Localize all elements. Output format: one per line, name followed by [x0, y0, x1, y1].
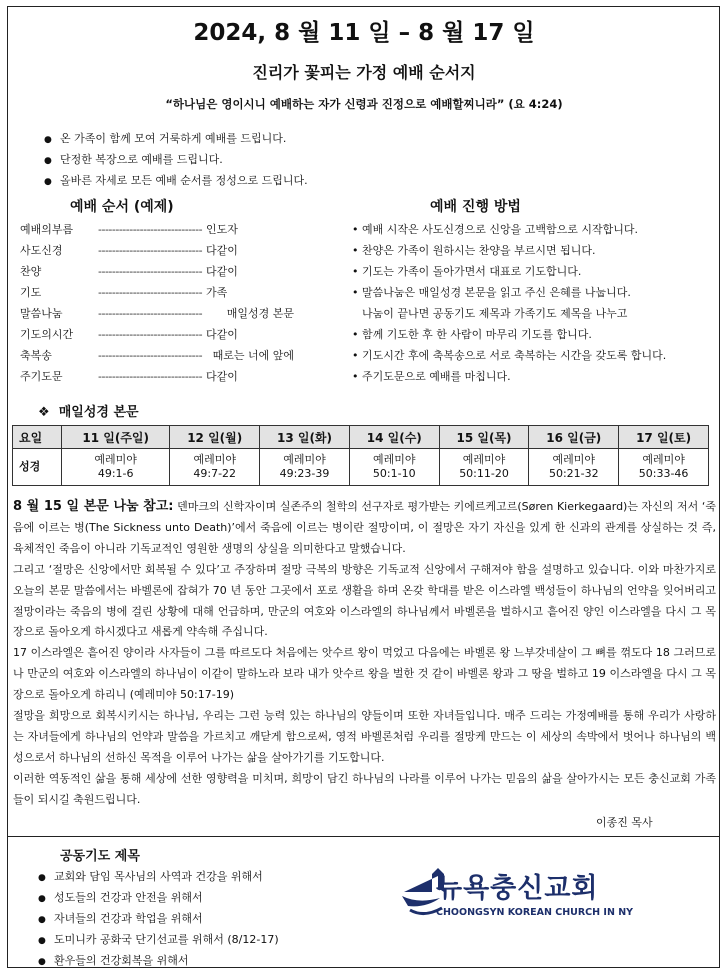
scripture-cell: 예레미야 49:23-39 [260, 449, 350, 486]
day-header: 16 일(금) [529, 426, 619, 449]
day-header: 13 일(화) [260, 426, 350, 449]
list-item: ● 올바른 자세로 모든 예배 순서를 정성으로 드립니다. [44, 170, 308, 191]
list-item: • 예배 시작은 사도신경으로 신앙을 고백함으로 시작합니다. [352, 223, 638, 236]
prayer-list [38, 866, 279, 971]
section-divider [7, 836, 720, 837]
bullet-icon: ● [44, 156, 52, 166]
bullet-icon: ● [38, 957, 46, 967]
prayer-heading: 공동기도 제목 [60, 849, 140, 864]
order-row: 기도의시간 ------------------------------ 다같이 [20, 324, 294, 345]
scripture-cell: 예레미야 50:1-10 [349, 449, 439, 486]
scripture-cell: 예레미야 49:1-6 [62, 449, 170, 486]
page-title: 2024, 8 월 11 일 – 8 월 17 일 [193, 20, 535, 46]
list-item: ● 도미니카 공화국 단기선교를 위해서 (8/12-17) [38, 929, 279, 950]
daily-bible-table [12, 425, 709, 486]
bullet-icon: ● [38, 936, 46, 946]
sermon-note-lead: 8 월 15 일 본문 나눔 참고: [13, 499, 174, 514]
list-item: ● 온 가족이 함께 모여 거룩하게 예배를 드립니다. [44, 128, 308, 149]
table-row: 성경 예레미야 49:1-6 예레미야 49:7-22 예레미야 49:23-39 예레미야 50:1-10 예레미야 50:11-20 예레미야 50:21-32 예레미야 50:33-46 [13, 449, 709, 486]
day-header: 14 일(수) [349, 426, 439, 449]
day-header: 15 일(목) [439, 426, 529, 449]
scripture-cell: 예레미야 50:21-32 [529, 449, 619, 486]
list-item: • 찬양은 가족이 원하시는 찬양을 부르시면 됩니다. [352, 244, 596, 257]
list-item: ● 성도들의 건강과 안전을 위해서 [38, 887, 279, 908]
worship-order-list [20, 219, 294, 387]
day-header: 11 일(주일) [62, 426, 170, 449]
day-header: 17 일(토) [619, 426, 709, 449]
dotted-leader: ------------------------------ [98, 370, 203, 383]
paragraph: 그리고 ‘절망은 신앙에서만 회복될 수 있다’고 주장하며 절망 극복의 방향은 기독교적 신앙에서 구해져야 함을 설명하고 있습니다. 이와 마찬가지로 오늘의 본문 말씀에서는 바벨론에 잡혀가 70 년 동안 그곳에서 포로 생활을 하며 온갖 학대를 받은 이스라엘 백성들이 하나님의 언약을 잊어버리고 절망이라는 죽음의 병에 걸린 상황에 대해 언급하며, 만군의 여호와 이스라엘의 하나님께서 바벨론을 벌하시고 흩어진 양인 이스라엘을 다시 그 목장으로 돌아오게 하시겠다고 새롭게 약속해 주십니다. [13, 562, 716, 639]
paragraph: 절망을 희망으로 회복시키시는 하나님, 우리는 그런 능력 있는 하나님의 양들이며 또한 자녀들입니다. 매주 드리는 가정예배를 통해 우리가 사랑하는 자녀들에게 하나님의 언약과 말씀을 가르치고 깨닫게 함으로써, 영적 바벨론처럼 우리를 절망케 만드는 이 세상의 속박에서 벗어나 하나님의 백성으로서 하나님의 선하신 목적을 이루어 나가는 삶을 살아가기를 기도합니다. [13, 709, 716, 764]
dotted-leader: ------------------------------ [98, 223, 203, 236]
order-row: 기도 ------------------------------ 가족 [20, 282, 294, 303]
pastor-signature: 이종진 목사 [596, 816, 653, 829]
dotted-leader: ------------------------------ [98, 328, 203, 341]
order-row: 말씀나눔 ------------------------------ 매일성경 본문 [20, 303, 294, 324]
bullet-icon: ● [38, 873, 46, 883]
list-item: ● 환우들의 건강회복을 위해서 [38, 950, 279, 971]
page-subtitle: 진리가 꽃피는 가정 예배 순서지 [252, 63, 476, 82]
sermon-note [13, 497, 716, 811]
dotted-leader: ------------------------------ [98, 265, 203, 278]
bullet-icon: ● [38, 894, 46, 904]
paragraph: 17 이스라엘은 흩어진 양이라 사자들이 그를 따르도다 처음에는 앗수르 왕이 먹었고 다음에는 바벨론 왕 느부갓네살이 그 뼈를 꺾도다 18 그러므로 나 만군의 여호와 이스라엘의 하나님이 이같이 말하노라 보라 내가 앗수르 왕을 벌한 것 같이 바벨론 왕과 그 땅을 벌하고 19 이스라엘을 다시 그 목장으로 돌아오게 하리니 (예레미야 50:17-19) [13, 646, 716, 702]
order-row: 주기도문 ------------------------------ 다같이 [20, 366, 294, 387]
worship-order-heading: 예배 순서 (예제) [70, 199, 174, 215]
church-logo-english: CHOONGSYN KOREAN CHURCH IN NY [436, 907, 634, 918]
list-item: ● 단정한 복장으로 예배를 드립니다. [44, 149, 308, 170]
table-row: 요일 11 일(주일) 12 일(월) 13 일(화) 14 일(수) 15 일(목) 16 일(금) 17 일(토) [13, 426, 709, 449]
list-item: ● 자녀들의 건강과 학업을 위해서 [38, 908, 279, 929]
dotted-leader: ------------------------------ [98, 349, 203, 362]
dotted-leader: ------------------------------ [98, 244, 203, 257]
bullet-icon: ● [44, 135, 52, 145]
worship-method-list [352, 219, 666, 387]
list-item: • 기도시간 후에 축복송으로 서로 축복하는 시간을 갖도록 합니다. [352, 349, 667, 362]
dotted-leader: ------------------------------ [98, 286, 203, 299]
paragraph: 이러한 역동적인 삶을 통해 세상에 선한 영향력을 미치며, 희망이 담긴 하나님의 나라를 이루어 나가는 믿음의 삶을 살아가시는 모든 충신교회 가족들이 되시길 축원드립니다. [13, 771, 716, 806]
list-item: ● 교회와 담임 목사님의 사역과 건강을 위해서 [38, 866, 279, 887]
order-row: 찬양 ------------------------------ 다같이 [20, 261, 294, 282]
paragraph: 8 월 15 일 본문 나눔 참고: 덴마크의 신학자이며 실존주의 철학의 선구자로 평가받는 키에르케고르(Søren Kierkegaard)는 자신의 저서 ‘죽음에 이르는 병(The Sickness unto Death)’에서 죽음에 이르는 병이란 절망이며, 이 절망은 자기 자신을 있게 한 신과의 관계를 상실하는 것 즉, 육체적인 죽음이 아니라 기독교적인 영원한 생명의 상실을 의미한다고 말했습니다. [13, 499, 716, 555]
list-item: • 함께 기도한 후 한 사람이 마무리 기도를 합니다. [352, 328, 592, 341]
list-item: • 말씀나눔은 매일성경 본문을 읽고 주신 은혜를 나눕니다. [352, 286, 631, 299]
dotted-leader: ------------------------------ [98, 307, 203, 320]
day-header: 12 일(월) [170, 426, 260, 449]
bullet-icon: ● [38, 915, 46, 925]
daily-bible-heading: ❖ 매일성경 본문 [38, 405, 139, 420]
list-item: • 기도는 가족이 돌아가면서 대표로 기도합니다. [352, 265, 582, 278]
worship-method-heading: 예배 진행 방법 [430, 199, 521, 215]
list-item: 나눔이 끝나면 공동기도 제목과 가족기도 제목을 나누고 [362, 307, 628, 320]
bullet-icon: ● [44, 177, 52, 187]
scripture-cell: 예레미야 50:11-20 [439, 449, 529, 486]
order-row: 예배의부름 ------------------------------ 인도자 [20, 219, 294, 240]
list-item: • 주기도문으로 예배를 마칩니다. [352, 370, 511, 383]
scripture-verse: “하나님은 영이시니 예배하는 자가 신령과 진정으로 예배할찌니라” (요 4:24) [165, 97, 563, 111]
guideline-list [44, 128, 308, 191]
order-row: 축복송 ------------------------------ 때로는 너에 앞에 [20, 345, 294, 366]
diamond-bullet-icon: ❖ [38, 405, 50, 420]
scripture-cell: 예레미야 49:7-22 [170, 449, 260, 486]
church-logo-name: 뉴욕충신교회 [436, 873, 599, 904]
order-row: 사도신경 ------------------------------ 다같이 [20, 240, 294, 261]
scripture-cell: 예레미야 50:33-46 [619, 449, 709, 486]
